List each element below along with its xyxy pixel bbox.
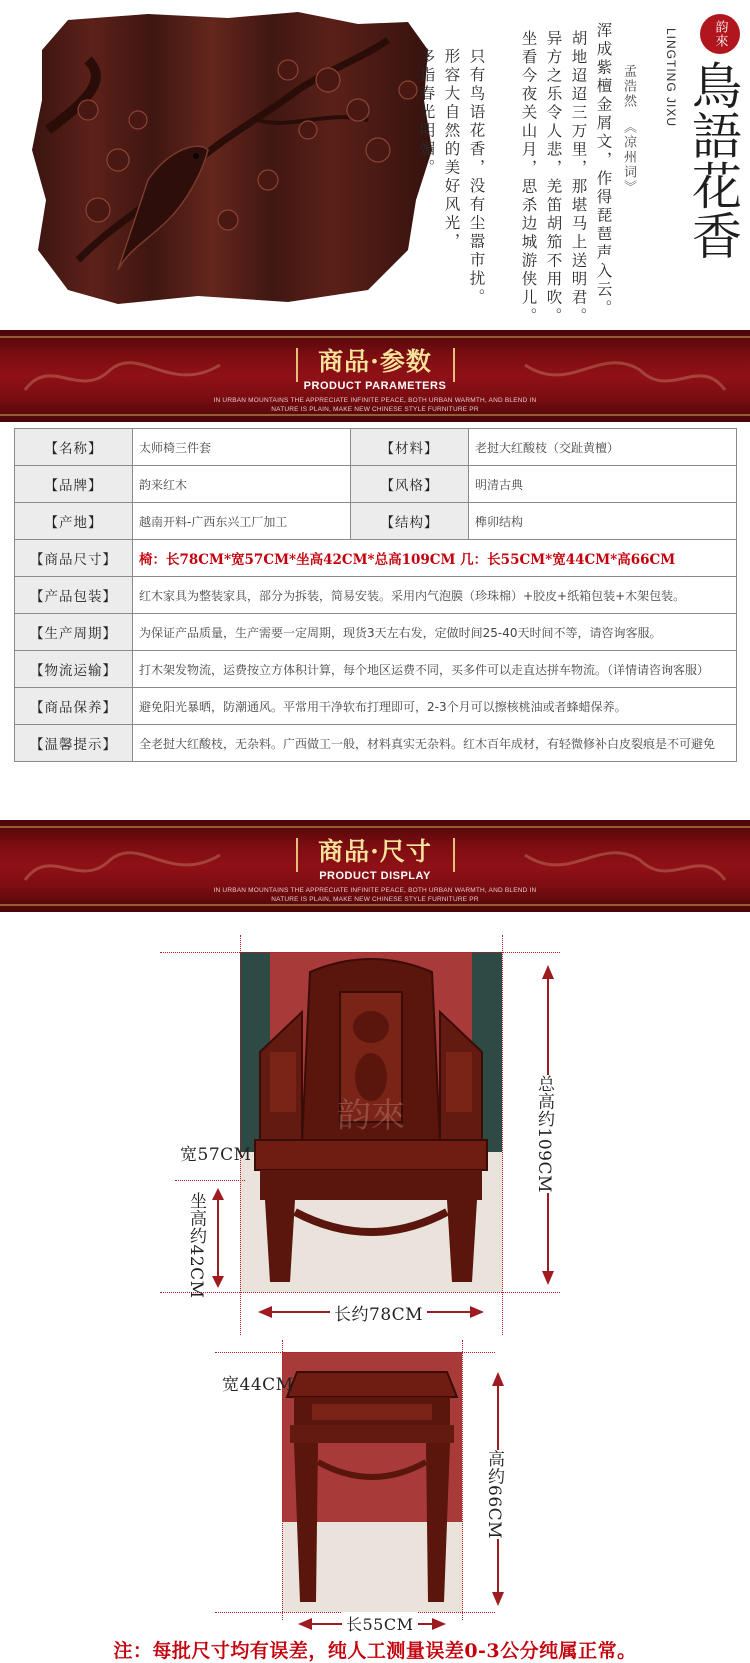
table-row xyxy=(15,688,737,725)
brand-title: 鳥語花香 xyxy=(684,60,742,260)
seat-height-arrow-icon xyxy=(208,1188,228,1288)
watermark-logo: 韵來 xyxy=(337,1096,405,1136)
desc-line-2: 形容大自然的美好风光， xyxy=(442,48,461,252)
param-label: 【商品尺寸】 xyxy=(15,540,133,577)
product-parameters-table xyxy=(14,428,737,762)
param-label: 【材料】 xyxy=(351,429,469,466)
param-label: 【品牌】 xyxy=(15,466,133,503)
param-value: 避免阳光暴晒，防潮通风。平常用干净软布打理即可，2-3个月可以擦核桃油或者蜂蜡保养。 xyxy=(133,688,737,725)
chair-width-label: 宽57CM xyxy=(180,1145,252,1165)
section-blurb: IN URBAN MOUNTAINS THE APPRECIATE INFINITE PEACE, BOTH URBAN WARMTH, AND BLEND IN NATURE IS PLAIN, MAKE NEW CHINESE STYLE FURNITURE PR xyxy=(213,887,537,903)
table-row xyxy=(15,540,737,577)
param-label: 【产地】 xyxy=(15,503,133,540)
param-value: 红木家具为整装家具，部分为拆装，简易安装。采用内气泡膜（珍珠棉）+胶皮+纸箱包装+木架包装。 xyxy=(133,577,737,614)
param-value: 榫卯结构 xyxy=(469,503,737,540)
bird-plum-blossom-carving-image xyxy=(28,10,438,310)
hero-section xyxy=(0,0,750,330)
table-height-label: 高约66CM xyxy=(482,1450,507,1539)
poem-line-2: 胡地迢迢三万里，那堪马上送明君。 xyxy=(569,30,588,326)
poem-author: 孟浩然 xyxy=(621,64,636,109)
chair-length-label: 长约78CM xyxy=(330,1300,427,1325)
param-value-size: 椅：长78CM*宽57CM*坐高42CM*总高109CM 几：长55CM*宽44CM*高66CM xyxy=(133,540,737,577)
brand-seal-logo: 韵來 xyxy=(700,14,740,54)
poem-line-4: 坐看今夜关山月，思杀边城游侠儿。 xyxy=(519,30,538,326)
section-title: 商品·参数 xyxy=(318,347,432,376)
brand-subtitle: LINGTING JIXU xyxy=(664,28,678,128)
param-value: 明清古典 xyxy=(469,466,737,503)
table-row xyxy=(15,503,737,540)
param-label: 【风格】 xyxy=(351,466,469,503)
section-subtitle: PRODUCT PARAMETERS xyxy=(303,380,447,392)
chair-image xyxy=(240,952,502,1292)
param-value: 越南开料-广西东兴工厂加工 xyxy=(133,503,351,540)
param-label: 【生产周期】 xyxy=(15,614,133,651)
poem-line-1: 浑成紫檀金屑文，作得琵琶声入云。 xyxy=(594,22,613,318)
param-label: 【名称】 xyxy=(15,429,133,466)
measurement-note: 注：每批尺寸均有误差，纯人工测量误差0-3公分纯属正常。 xyxy=(113,1640,637,1662)
param-label: 【结构】 xyxy=(351,503,469,540)
table-row xyxy=(15,466,737,503)
param-value: 太师椅三件套 xyxy=(133,429,351,466)
banner-product-display xyxy=(0,820,750,912)
table-length-label: 长55CM xyxy=(342,1612,418,1635)
table-width-label: 宽44CM xyxy=(222,1375,294,1395)
section-subtitle: PRODUCT DISPLAY xyxy=(319,870,431,882)
param-value: 韵来红木 xyxy=(133,466,351,503)
param-value: 全老挝大红酸枝，无杂料。广西做工一般，材料真实无杂料。红木百年成材，有轻微修补白皮裂痕是不可避免 xyxy=(133,725,737,762)
poem-source: 《凉州词》 xyxy=(621,120,636,195)
chair-seat-height-label: 坐高约42CM xyxy=(186,1192,206,1299)
banner-product-parameters xyxy=(0,330,750,422)
chair-total-height-label: 总高约109CM xyxy=(532,1075,557,1193)
table-row xyxy=(15,725,737,762)
table-row xyxy=(15,651,737,688)
section-title: 商品·尺寸 xyxy=(318,837,432,866)
param-label: 【温馨提示】 xyxy=(15,725,133,762)
param-value: 老挝大红酸枝（交趾黄檀） xyxy=(469,429,737,466)
table-row xyxy=(15,429,737,466)
desc-line-3: 多指春光明媚。 xyxy=(417,48,436,178)
desc-line-1: 只有鸟语花香，没有尘嚣市扰。 xyxy=(467,48,486,307)
section-blurb: IN URBAN MOUNTAINS THE APPRECIATE INFINITE PEACE, BOTH URBAN WARMTH, AND BLEND IN NATURE IS PLAIN, MAKE NEW CHINESE STYLE FURNITURE PR xyxy=(213,397,537,413)
side-table-image xyxy=(282,1352,462,1612)
param-label: 【产品包装】 xyxy=(15,577,133,614)
table-row xyxy=(15,614,737,651)
param-value: 为保证产品质量，生产需要一定周期，现货3天左右发，定做时间25-40天时间不等，请咨询客服。 xyxy=(133,614,737,651)
table-row xyxy=(15,577,737,614)
param-label: 【商品保养】 xyxy=(15,688,133,725)
param-label: 【物流运输】 xyxy=(15,651,133,688)
param-value: 打木架发物流，运费按立方体积计算，每个地区运费不同，买多件可以走直达拼车物流。（详情请咨询客服） xyxy=(133,651,737,688)
poem-line-3: 异方之乐令人悲，羌笛胡笳不用吹。 xyxy=(544,30,563,326)
